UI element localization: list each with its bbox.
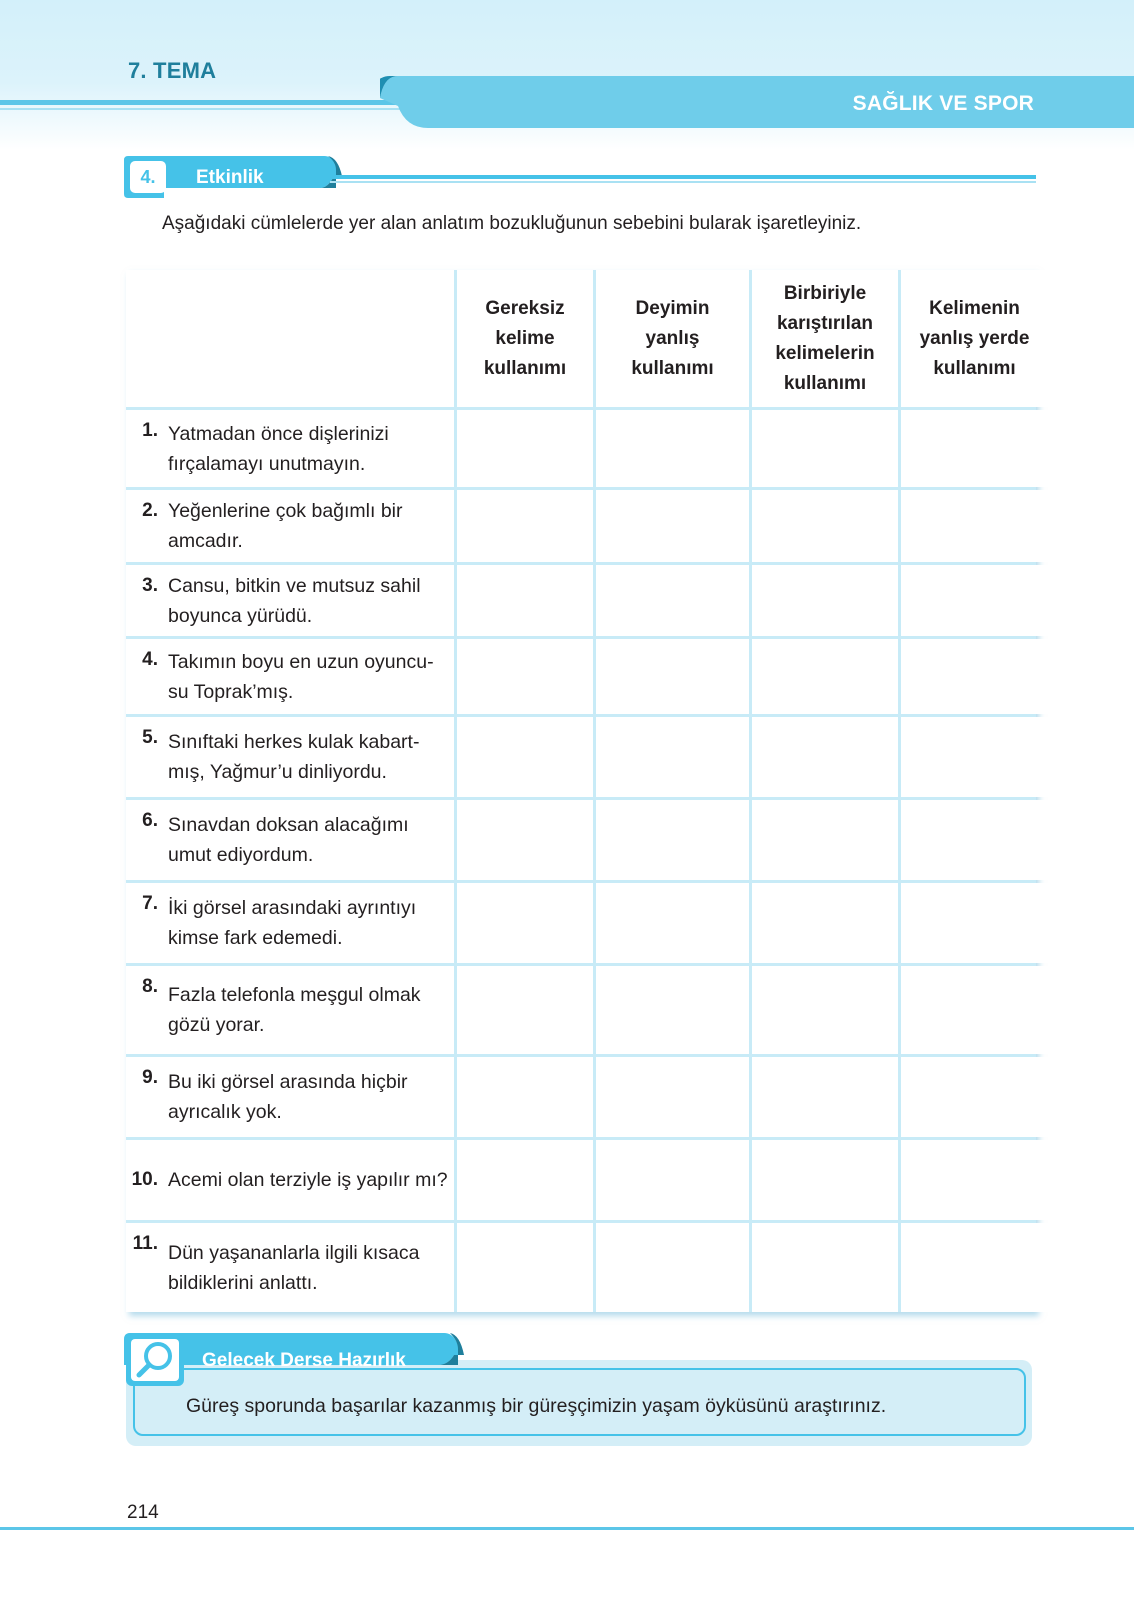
footer-divider (0, 1527, 1134, 1530)
answer-cell[interactable] (752, 410, 898, 487)
answer-cell[interactable] (596, 1057, 749, 1137)
column-header-line: karıştırılan (776, 312, 874, 334)
answer-cell[interactable] (596, 490, 749, 562)
question-text-line: su Toprak’mış. (168, 680, 294, 703)
question-cell (126, 565, 454, 636)
question-cell (126, 1140, 454, 1220)
answer-table (126, 270, 1036, 1312)
answer-cell[interactable] (752, 800, 898, 880)
answer-cell[interactable] (596, 966, 749, 1054)
answer-cell[interactable] (457, 883, 593, 963)
question-text-line: Bu iki görsel arasında hiçbir (168, 1071, 408, 1093)
question-cell (126, 966, 454, 1054)
question-number: 10. (131, 1169, 158, 1190)
answer-cell[interactable] (457, 1057, 593, 1137)
magnifier-icon (131, 1339, 179, 1381)
column-header (457, 270, 593, 407)
question-text (166, 419, 389, 479)
theme-divider-thin (0, 108, 410, 110)
answer-cell[interactable] (596, 883, 749, 963)
answer-cell[interactable] (901, 1223, 1048, 1312)
table-corner (126, 270, 454, 407)
answer-cell[interactable] (752, 490, 898, 562)
activity-title: Etkinlik (196, 167, 264, 188)
question-cell (126, 1223, 454, 1312)
column-header (752, 270, 898, 407)
question-text-line: umut ediyordum. (168, 844, 314, 866)
column-header (596, 270, 749, 407)
answer-cell[interactable] (901, 966, 1048, 1054)
question-text-line: Cansu, bitkin ve mutsuz sahil (168, 574, 421, 597)
answer-cell[interactable] (752, 1223, 898, 1312)
column-header-line: yanlış (645, 327, 700, 349)
answer-cell[interactable] (901, 565, 1048, 636)
question-text (166, 647, 434, 707)
answer-cell[interactable] (596, 639, 749, 714)
header-title: SAĞLIK VE SPOR (852, 92, 1034, 115)
answer-cell[interactable] (457, 1223, 593, 1312)
column-header-line: kelimelerin (775, 342, 875, 364)
answer-cell[interactable] (752, 717, 898, 797)
page-number: 214 (127, 1502, 159, 1523)
activity-number: 4. (130, 161, 166, 193)
answer-cell[interactable] (752, 639, 898, 714)
answer-cell[interactable] (752, 1057, 898, 1137)
question-number: 5. (142, 727, 158, 748)
answer-cell[interactable] (752, 966, 898, 1054)
column-header-line: Kelimenin (929, 297, 1020, 319)
answer-cell[interactable] (596, 1140, 749, 1220)
question-cell (126, 639, 454, 714)
question-text-line: gözü yorar. (168, 1014, 265, 1036)
question-text (166, 496, 403, 556)
question-number: 1. (142, 420, 158, 441)
column-header-line: yanlış yerde (919, 327, 1030, 349)
answer-cell[interactable] (752, 883, 898, 963)
activity-divider-thin (330, 181, 1036, 183)
answer-cell[interactable] (457, 639, 593, 714)
question-text-line: Sınavdan doksan alacağımı (168, 814, 409, 836)
question-cell (126, 800, 454, 880)
question-number: 8. (142, 976, 158, 997)
question-text (166, 571, 421, 631)
question-cell (126, 883, 454, 963)
question-number: 9. (142, 1067, 158, 1088)
answer-cell[interactable] (596, 1223, 749, 1312)
question-cell (126, 717, 454, 797)
column-header-line: kullanımı (631, 357, 714, 379)
question-number: 6. (142, 810, 158, 831)
column-header-line: kullanımı (933, 357, 1016, 379)
question-text-line: Acemi olan terziyle iş yapılır mı? (168, 1169, 448, 1191)
question-text-line: Yatmadan önce dişlerinizi (168, 422, 389, 445)
column-header-line: Deyimin (635, 297, 710, 319)
answer-cell[interactable] (901, 639, 1048, 714)
answer-cell[interactable] (457, 1140, 593, 1220)
question-text-line: fırçalamayı unutmayın. (168, 452, 366, 475)
answer-cell[interactable] (457, 717, 593, 797)
question-text (166, 980, 421, 1040)
activity-instruction: Aşağıdaki cümlelerde yer alan anlatım bozukluğunun sebebini bularak işaretleyiniz. (162, 213, 862, 234)
question-text-line: boyunca yürüdü. (168, 604, 313, 627)
activity-divider (330, 175, 1036, 179)
question-text-line: ayrıcalık yok. (168, 1101, 282, 1123)
question-cell (126, 490, 454, 562)
answer-cell[interactable] (901, 800, 1048, 880)
prep-text: Güreş sporunda başarılar kazanmış bir güreşçimizin yaşam öyküsünü araştırınız. (186, 1395, 887, 1417)
question-text (166, 727, 419, 787)
answer-cell[interactable] (901, 717, 1048, 797)
question-number: 7. (142, 893, 158, 914)
column-header-line: kullanımı (783, 372, 867, 394)
question-text-line: bildiklerini anlattı. (168, 1271, 318, 1294)
answer-cell[interactable] (457, 490, 593, 562)
answer-cell[interactable] (457, 410, 593, 487)
question-number: 4. (142, 649, 158, 670)
question-number: 2. (142, 500, 158, 521)
answer-cell[interactable] (596, 717, 749, 797)
column-header (901, 270, 1048, 407)
answer-cell[interactable] (457, 800, 593, 880)
question-text-line: Yeğenlerine çok bağımlı bir (168, 500, 403, 522)
answer-cell[interactable] (901, 1140, 1048, 1220)
question-text-line: kimse fark edemedi. (168, 927, 343, 949)
question-text-line: İki görsel arasındaki ayrıntıyı (168, 897, 417, 919)
column-header-line: Birbiriyle (783, 282, 867, 304)
question-text-line: amcadır. (168, 530, 243, 552)
answer-cell[interactable] (596, 800, 749, 880)
answer-cell[interactable] (752, 1140, 898, 1220)
theme-label: 7. TEMA (128, 58, 217, 83)
answer-cell[interactable] (901, 410, 1048, 487)
question-number: 3. (142, 575, 158, 596)
question-text (166, 1238, 419, 1298)
question-text-line: mış, Yağmur’u dinliyordu. (168, 761, 387, 783)
question-cell (126, 1057, 454, 1137)
question-text (166, 893, 416, 953)
answer-cell[interactable] (752, 565, 898, 636)
question-text-line: Dün yaşananlarla ilgili kısaca (168, 1241, 420, 1264)
column-header-line: kelime (495, 327, 555, 349)
answer-cell[interactable] (596, 410, 749, 487)
prep-title: Gelecek Derse Hazırlık (202, 1350, 406, 1371)
answer-cell[interactable] (457, 966, 593, 1054)
question-number: 11. (132, 1233, 158, 1254)
question-text-line: Sınıftaki herkes kulak kabart- (168, 731, 420, 753)
answer-cell[interactable] (901, 883, 1048, 963)
question-text (166, 810, 409, 870)
answer-cell[interactable] (901, 1057, 1048, 1137)
question-text-line: Takımın boyu en uzun oyuncu- (168, 650, 434, 673)
answer-cell[interactable] (901, 490, 1048, 562)
question-text (166, 1165, 448, 1195)
answer-cell[interactable] (596, 565, 749, 636)
question-text (166, 1067, 408, 1127)
column-header-line: Gereksiz (485, 297, 565, 319)
answer-cell[interactable] (457, 565, 593, 636)
theme-divider (0, 100, 410, 105)
question-text-line: Fazla telefonla meşgul olmak (168, 984, 421, 1006)
question-cell (126, 410, 454, 487)
column-header-line: kullanımı (483, 357, 567, 379)
